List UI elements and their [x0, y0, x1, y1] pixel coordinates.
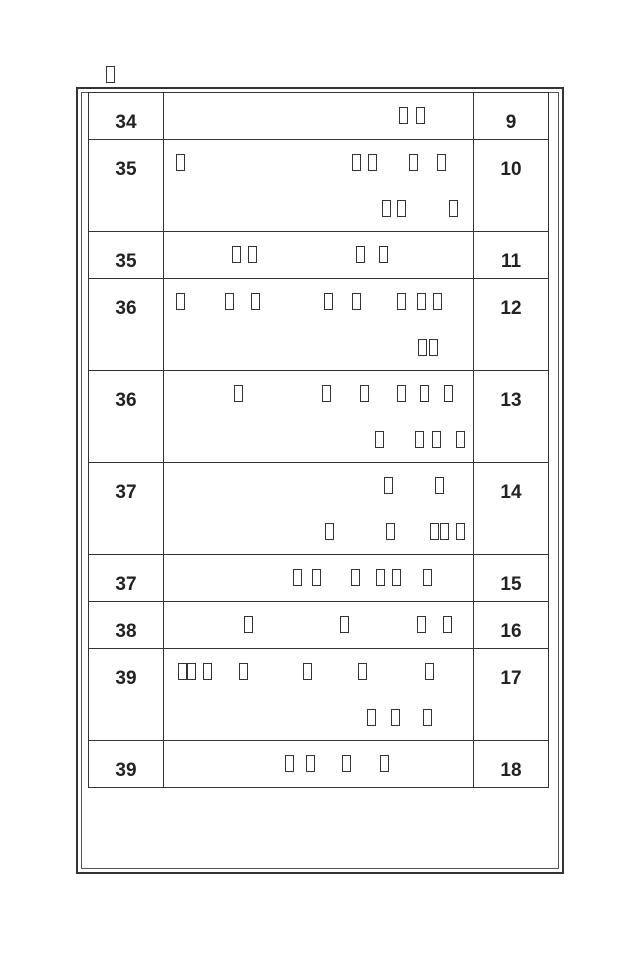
missing-glyph-box [397, 293, 406, 310]
missing-glyph-box [399, 107, 408, 124]
title-line [164, 293, 473, 315]
missing-glyph-box [176, 154, 185, 171]
missing-glyph-box [187, 663, 196, 680]
title-line [164, 431, 473, 453]
missing-glyph-box [429, 339, 438, 356]
missing-glyph-box [435, 477, 444, 494]
toc-row [89, 140, 549, 232]
table-of-contents [88, 92, 549, 788]
missing-glyph-box [415, 431, 424, 448]
toc-row [89, 371, 549, 463]
title-line [164, 709, 473, 731]
missing-glyph-box [417, 293, 426, 310]
toc-entry-title [164, 371, 474, 463]
missing-glyph-box [176, 293, 185, 310]
missing-glyph-box [375, 431, 384, 448]
toc-entry-number: 13 [474, 371, 549, 463]
toc-row [89, 741, 549, 788]
toc-entry-title [164, 232, 474, 279]
missing-glyph-box [251, 293, 260, 310]
title-line [164, 523, 473, 545]
toc-row [89, 602, 549, 649]
toc-entry-title [164, 555, 474, 602]
missing-glyph-box [358, 663, 367, 680]
title-line [164, 246, 473, 268]
title-line [164, 200, 473, 222]
missing-glyph-box [376, 569, 385, 586]
missing-glyph-box [423, 569, 432, 586]
missing-glyph-box [303, 663, 312, 680]
missing-glyph-box [437, 154, 446, 171]
missing-glyph-box [368, 154, 377, 171]
missing-glyph-box [244, 616, 253, 633]
toc-entry-number: 18 [474, 741, 549, 788]
toc-page-number: 37 [89, 463, 164, 555]
toc-page-number: 39 [89, 741, 164, 788]
missing-glyph-box [340, 616, 349, 633]
toc-entry-title [164, 140, 474, 232]
missing-glyph-box [418, 339, 427, 356]
header-glyph [106, 66, 115, 83]
missing-glyph-box [379, 246, 388, 263]
missing-glyph-box [351, 569, 360, 586]
missing-glyph-box [325, 523, 334, 540]
missing-glyph-box [239, 663, 248, 680]
toc-entry-title [164, 741, 474, 788]
title-line [164, 154, 473, 176]
missing-glyph-box [392, 569, 401, 586]
missing-glyph-box [425, 663, 434, 680]
toc-page-number: 36 [89, 371, 164, 463]
missing-glyph-box [443, 616, 452, 633]
toc-page-number: 39 [89, 649, 164, 741]
missing-glyph-box [432, 431, 441, 448]
missing-glyph-box [456, 431, 465, 448]
toc-entry-title [164, 602, 474, 649]
title-line [164, 616, 473, 638]
title-line [164, 477, 473, 499]
toc-entry-number: 14 [474, 463, 549, 555]
missing-glyph-box [360, 385, 369, 402]
missing-glyph-box [449, 200, 458, 217]
missing-glyph-box [322, 385, 331, 402]
toc-entry-number: 9 [474, 93, 549, 140]
toc-entry-number: 17 [474, 649, 549, 741]
toc-page-number: 37 [89, 555, 164, 602]
missing-glyph-box [456, 523, 465, 540]
title-line [164, 569, 473, 591]
toc-entry-number: 16 [474, 602, 549, 649]
toc-page-number: 34 [89, 93, 164, 140]
missing-glyph-box [356, 246, 365, 263]
toc-row [89, 279, 549, 371]
title-line [164, 107, 473, 129]
missing-glyph-box [444, 385, 453, 402]
toc-row [89, 93, 549, 140]
toc-page-number: 35 [89, 232, 164, 279]
missing-glyph-box [433, 293, 442, 310]
toc-entry-number: 10 [474, 140, 549, 232]
toc-row [89, 555, 549, 602]
toc-row [89, 649, 549, 741]
missing-glyph-box [409, 154, 418, 171]
toc-entry-title [164, 93, 474, 140]
toc-page-number: 35 [89, 140, 164, 232]
missing-glyph-box [417, 616, 426, 633]
missing-glyph-box [423, 709, 432, 726]
toc-entry-title [164, 279, 474, 371]
missing-glyph-box [234, 385, 243, 402]
missing-glyph-box [232, 246, 241, 263]
missing-glyph-box [178, 663, 187, 680]
missing-glyph-box [306, 755, 315, 772]
toc-entry-title [164, 649, 474, 741]
missing-glyph-box [440, 523, 449, 540]
missing-glyph-box [386, 523, 395, 540]
toc-entry-number: 15 [474, 555, 549, 602]
missing-glyph-box [420, 385, 429, 402]
missing-glyph-box [382, 200, 391, 217]
toc-page-number: 36 [89, 279, 164, 371]
title-line [164, 663, 473, 685]
title-line [164, 385, 473, 407]
missing-glyph-box [416, 107, 425, 124]
title-line [164, 755, 473, 777]
missing-glyph-box [397, 385, 406, 402]
toc-entry-number: 12 [474, 279, 549, 371]
missing-glyph-box [397, 200, 406, 217]
title-line [164, 339, 473, 361]
missing-glyph-box [352, 293, 361, 310]
missing-glyph-box [285, 755, 294, 772]
toc-row [89, 463, 549, 555]
toc-page-number: 38 [89, 602, 164, 649]
missing-glyph-box [324, 293, 333, 310]
missing-glyph-box [391, 709, 400, 726]
missing-glyph-box [248, 246, 257, 263]
missing-glyph-box [367, 709, 376, 726]
missing-glyph-box [430, 523, 439, 540]
missing-glyph-box [352, 154, 361, 171]
toc-row [89, 232, 549, 279]
missing-glyph-box [225, 293, 234, 310]
missing-glyph-box [380, 755, 389, 772]
missing-glyph-box [342, 755, 351, 772]
toc-entry-title [164, 463, 474, 555]
toc-entry-number: 11 [474, 232, 549, 279]
missing-glyph-box [293, 569, 302, 586]
missing-glyph-box [203, 663, 212, 680]
missing-glyph-box [312, 569, 321, 586]
missing-glyph-box [384, 477, 393, 494]
